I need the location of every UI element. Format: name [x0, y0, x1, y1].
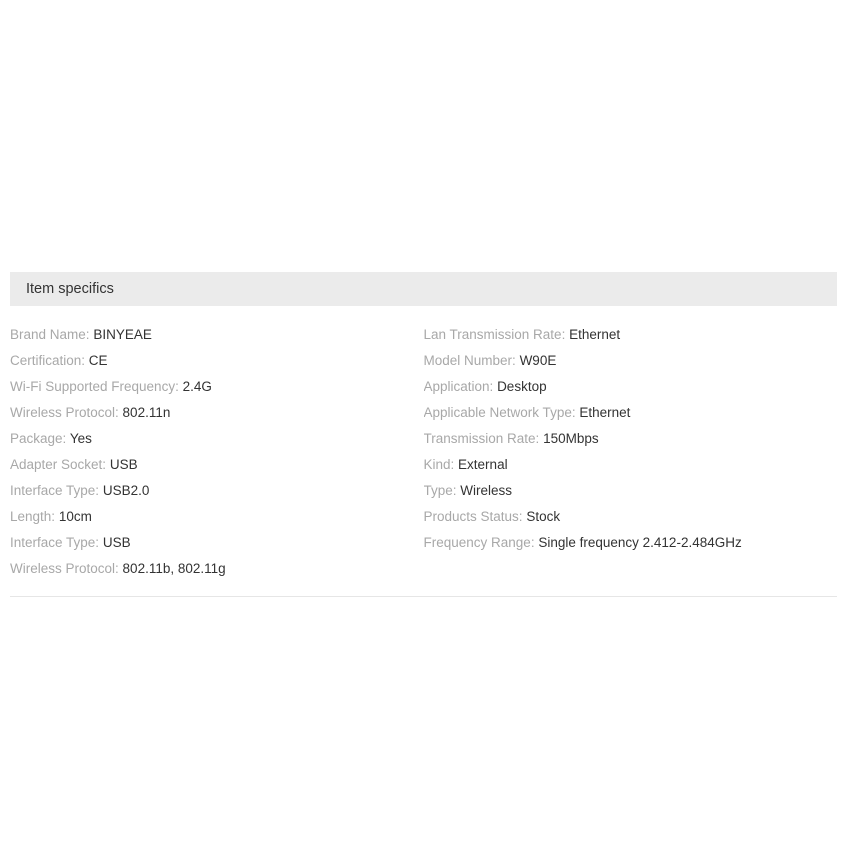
spec-label: Applicable Network Type:: [423, 405, 576, 420]
spec-row: [10, 530, 424, 556]
spec-label: Transmission Rate:: [423, 431, 540, 446]
spec-value: Wireless: [460, 483, 513, 498]
spec-row: [10, 400, 424, 426]
spec-value: Ethernet: [569, 327, 621, 342]
spec-value: 150Mbps: [543, 431, 599, 446]
spec-value: CE: [88, 353, 108, 368]
spec-row: [424, 530, 838, 556]
spec-label: Adapter Socket:: [10, 457, 107, 472]
spec-value: Yes: [69, 431, 92, 446]
spec-value: BINYEAE: [93, 327, 152, 342]
spec-value: USB: [102, 535, 131, 550]
spec-row: [10, 348, 424, 374]
spec-label: Wireless Protocol:: [10, 405, 119, 420]
spec-row: [10, 322, 424, 348]
spec-row: [424, 322, 838, 348]
spec-row: [424, 504, 838, 530]
spec-value: 2.4G: [182, 379, 212, 394]
spec-label: Wireless Protocol:: [10, 561, 119, 576]
spec-label: Frequency Range:: [423, 535, 535, 550]
spec-value: USB2.0: [102, 483, 150, 498]
spec-label: Interface Type:: [10, 483, 100, 498]
spec-label: Products Status:: [423, 509, 523, 524]
item-specifics-table: [10, 306, 837, 597]
spec-row: [10, 478, 424, 504]
specs-column-right: [424, 322, 838, 582]
item-specifics-title: Item specifics: [10, 272, 837, 306]
spec-label: Application:: [423, 379, 494, 394]
spec-label: Type:: [423, 483, 457, 498]
spec-value: Single frequency 2.412-2.484GHz: [538, 535, 742, 550]
spec-row: [10, 426, 424, 452]
spec-label: Wi-Fi Supported Frequency:: [10, 379, 179, 394]
spec-label: Lan Transmission Rate:: [423, 327, 566, 342]
specs-column-left: [10, 322, 424, 582]
spec-row: [10, 556, 424, 582]
spec-row: [424, 478, 838, 504]
spec-label: Kind:: [423, 457, 455, 472]
spec-value: Stock: [526, 509, 561, 524]
spec-value: 802.11b, 802.11g: [122, 561, 226, 576]
spec-value: External: [458, 457, 508, 472]
spec-value: Desktop: [497, 379, 547, 394]
spec-value: USB: [109, 457, 138, 472]
spec-row: [424, 374, 838, 400]
spec-row: [424, 426, 838, 452]
spec-label: Length:: [10, 509, 56, 524]
item-specifics-section: [0, 272, 847, 597]
spec-label: Certification:: [10, 353, 86, 368]
spec-row: [10, 452, 424, 478]
spec-label: Brand Name:: [10, 327, 90, 342]
spec-row: [10, 504, 424, 530]
spec-value: 802.11n: [122, 405, 171, 420]
spec-value: Ethernet: [579, 405, 631, 420]
spec-row: [424, 400, 838, 426]
spec-label: Interface Type:: [10, 535, 100, 550]
spec-label: Model Number:: [423, 353, 516, 368]
spec-value: W90E: [519, 353, 557, 368]
spec-row: [10, 374, 424, 400]
spec-row: [424, 452, 838, 478]
spec-row: [424, 348, 838, 374]
spec-label: Package:: [10, 431, 67, 446]
spec-value: 10cm: [58, 509, 92, 524]
